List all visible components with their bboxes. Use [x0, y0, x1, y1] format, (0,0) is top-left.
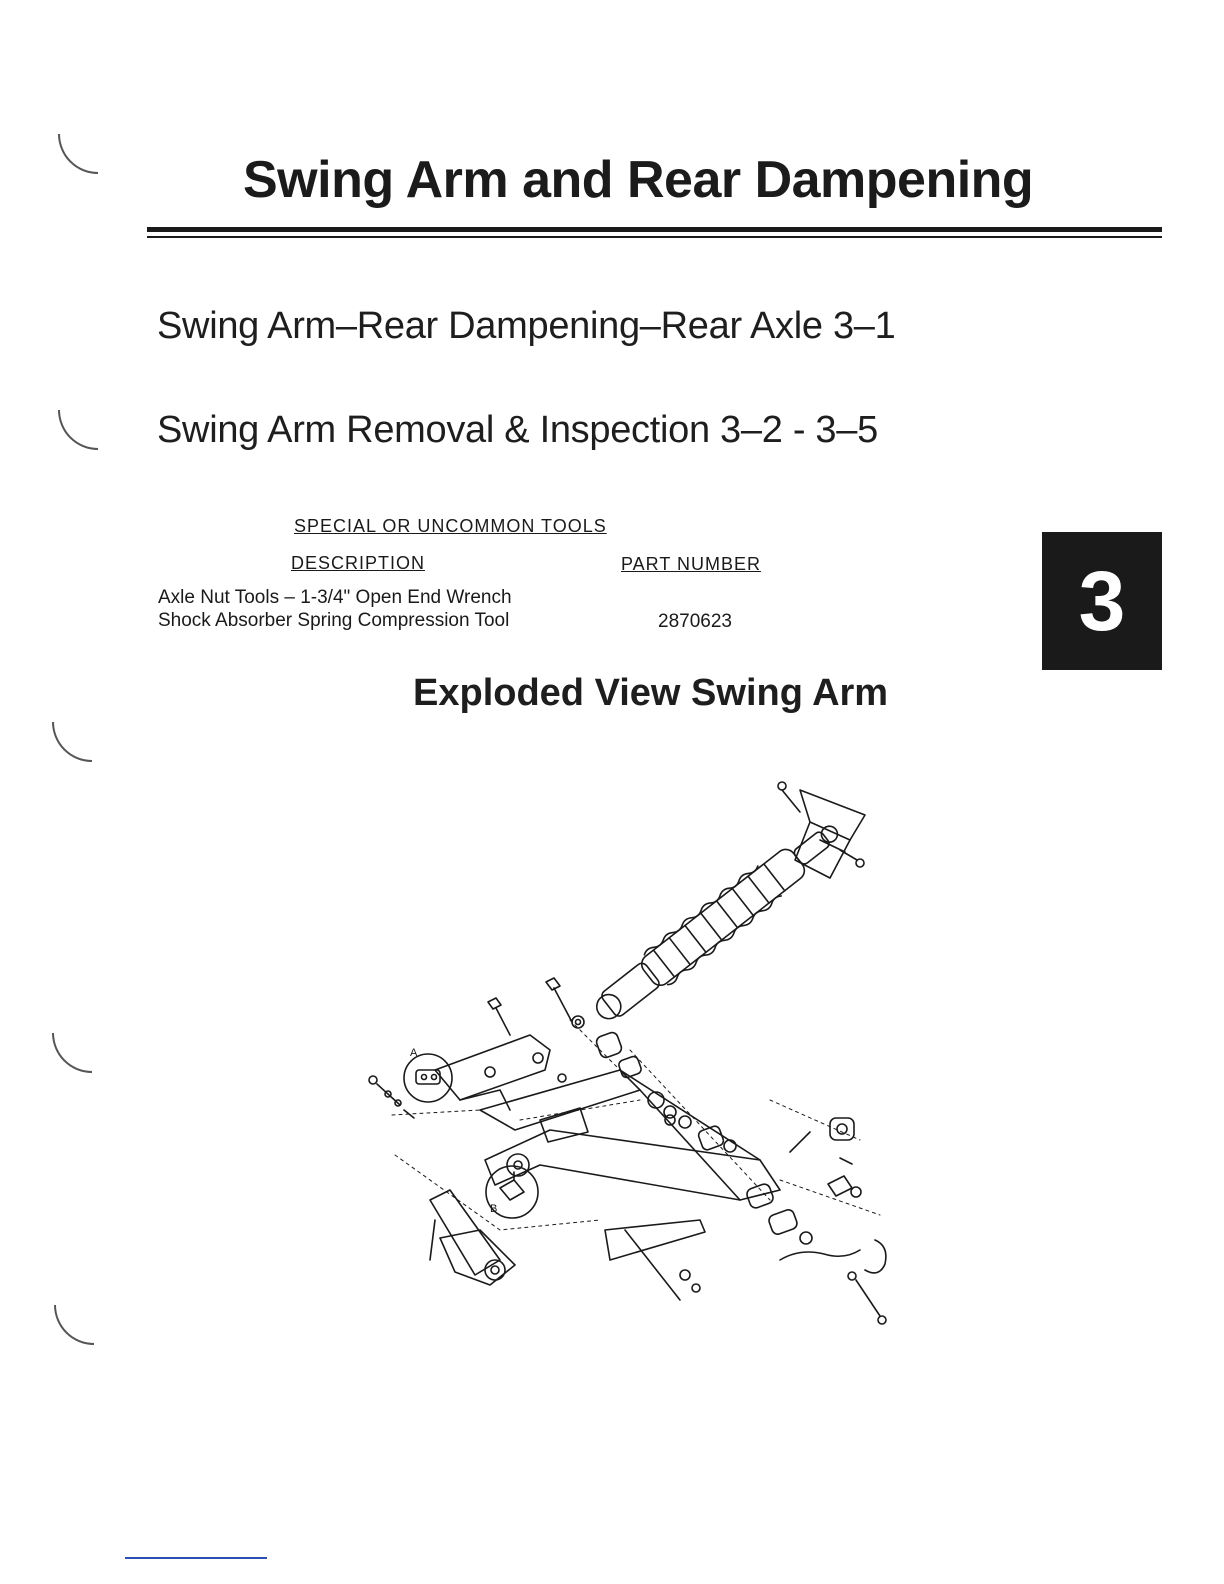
page-title: Swing Arm and Rear Dampening	[243, 151, 1034, 209]
section-tab-number: 3	[1078, 553, 1126, 648]
column-header-part-number: PART NUMBER	[621, 554, 762, 574]
shock-absorber	[586, 813, 848, 1031]
footer-line	[125, 1557, 267, 1559]
tool-row-description: Axle Nut Tools – 1-3/4" Open End Wrench	[158, 587, 512, 608]
toc-item-rear-axle: Swing Arm–Rear Dampening–Rear Axle 3–1	[157, 305, 896, 347]
brake-housing	[430, 1190, 515, 1285]
pivot-bushings	[595, 1031, 812, 1244]
column-header-description: DESCRIPTION	[291, 553, 426, 573]
tool-row-part-number: 2870623	[658, 611, 732, 632]
pivot-bolt-stack	[369, 1076, 414, 1118]
title-rule-thick	[147, 227, 1162, 232]
toc-item-removal-inspection: Swing Arm Removal & Inspection 3–2 - 3–5	[157, 409, 878, 451]
binder-hole-3	[52, 722, 92, 762]
binder-hole-5	[54, 1305, 94, 1345]
section-tab	[1042, 532, 1162, 670]
tools-heading: SPECIAL OR UNCOMMON TOOLS	[294, 516, 607, 536]
title-rule-thin	[147, 236, 1162, 238]
callout-label-a: A	[410, 1047, 418, 1059]
diagram-title: Exploded View Swing Arm	[413, 672, 889, 714]
upper-mount-bracket	[778, 782, 865, 878]
tool-row-description: Shock Absorber Spring Compression Tool	[158, 610, 510, 631]
binder-hole-4	[52, 1033, 92, 1073]
callout-label-b: B	[490, 1203, 498, 1215]
binder-hole-2	[58, 410, 98, 450]
shock-bolt	[546, 978, 584, 1028]
binder-hole-1	[58, 134, 98, 174]
exploded-view-diagram	[340, 760, 940, 1360]
alignment-lines	[392, 1020, 880, 1230]
swing-arm	[480, 1070, 780, 1200]
lower-guard	[605, 1220, 705, 1300]
